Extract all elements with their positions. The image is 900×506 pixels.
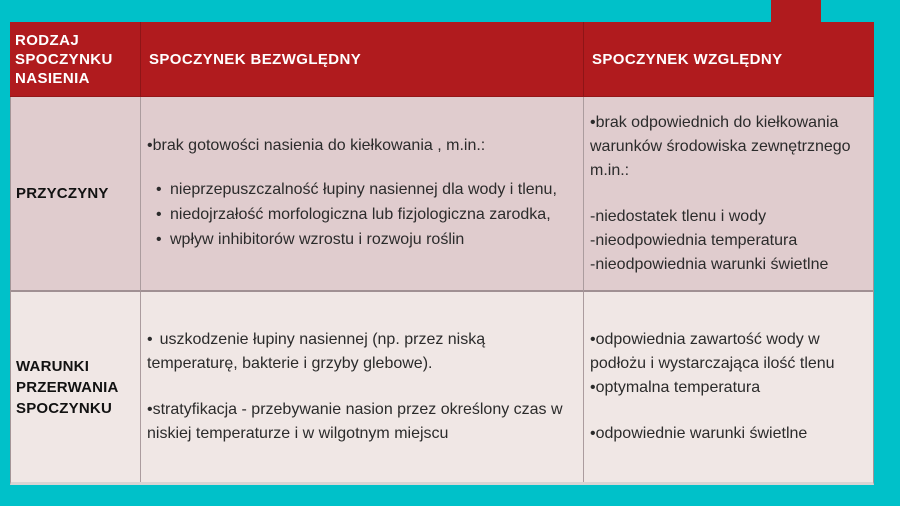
cell-warunki-wzgledny bbox=[583, 292, 873, 482]
dash-line: -niedostatek tlenu i wody bbox=[590, 207, 767, 225]
bullet-icon: • bbox=[147, 331, 153, 348]
intro-line bbox=[590, 111, 868, 183]
bullet-icon: • bbox=[590, 331, 596, 348]
intro-text: brak odpowiednich do kiełkowania warunków środowiska zewnętrznego m.in.: bbox=[590, 113, 851, 179]
bullet-line-text: odpowiednie warunki świetlne bbox=[595, 425, 808, 442]
cell-przyczyny-bezwzgledny bbox=[140, 97, 583, 292]
bullet-icon: • bbox=[156, 181, 162, 198]
bullet-list bbox=[147, 178, 573, 253]
paragraph-text: stratyfikacja - przebywanie nasion przez określony czas w niskiej temperaturze i w wilgotnym miejscu bbox=[147, 401, 563, 442]
header-label: SPOCZYNEK BEZWGLĘDNY bbox=[149, 50, 362, 68]
paragraph-text: uszkodzenie łupiny nasiennej (np. przez niską temperaturę, bakterie i grzyby glebowe). bbox=[147, 331, 486, 372]
list-item-text: niedojrzałość morfologiczna lub fizjologiczna zarodka, bbox=[170, 206, 551, 223]
row-label-warunki-przerwania bbox=[11, 292, 140, 482]
bullet-line-text: odpowiednia zawartość wody w podłożu i wystarczająca ilość tlenu bbox=[590, 331, 835, 372]
header-cell-spoczynek-bezwzgledny bbox=[140, 22, 583, 97]
dash-list bbox=[590, 205, 868, 277]
cell-warunki-bezwzgledny bbox=[140, 292, 583, 482]
row-label-text: WARUNKI PRZERWANIA SPOCZYNKU bbox=[16, 357, 119, 417]
bullet-line bbox=[590, 376, 868, 400]
row-label-przyczyny bbox=[11, 97, 140, 292]
bullet-icon: • bbox=[156, 206, 162, 223]
list-item-text: wpływ inhibitorów wzrostu i rozwoju roślin bbox=[170, 231, 465, 248]
list-item bbox=[155, 203, 573, 227]
header-cell-spoczynek-wzgledny bbox=[583, 22, 874, 97]
paragraph bbox=[147, 398, 573, 446]
intro-text: brak gotowości nasienia do kiełkowania , m.in.: bbox=[152, 137, 486, 154]
table-row-warunki-przerwania bbox=[11, 292, 873, 482]
header-label: SPOCZYNEK WZGLĘDNY bbox=[592, 50, 783, 68]
bullet-icon: • bbox=[147, 401, 153, 418]
bullet-icon: • bbox=[156, 231, 162, 248]
table-row-przyczyny bbox=[11, 97, 873, 292]
accent-block bbox=[771, 0, 821, 22]
bullet-icon: • bbox=[590, 113, 596, 131]
row-label-text: PRZYCZYNY bbox=[16, 185, 109, 202]
cell-przyczyny-wzgledny bbox=[583, 97, 873, 292]
seed-dormancy-table bbox=[10, 22, 874, 485]
header-cell-rodzaj-spoczynku bbox=[10, 22, 140, 97]
bullet-line bbox=[590, 328, 868, 376]
bullet-line bbox=[590, 422, 868, 446]
list-item bbox=[155, 228, 573, 252]
bullet-icon: • bbox=[590, 425, 596, 442]
intro-line bbox=[147, 134, 573, 158]
dash-line: -nieodpowiednia warunki świetlne bbox=[590, 255, 829, 273]
list-item bbox=[155, 178, 573, 202]
table-header-row bbox=[10, 22, 874, 97]
paragraph bbox=[147, 328, 573, 376]
table-body bbox=[10, 97, 874, 485]
dash-line: -nieodpowiednia temperatura bbox=[590, 231, 798, 249]
header-label: RODZAJ SPOCZYNKU NASIENIA bbox=[15, 31, 113, 87]
list-item-text: nieprzepuszczalność łupiny nasiennej dla wody i tlenu, bbox=[170, 181, 557, 198]
bullet-icon: • bbox=[147, 137, 153, 154]
bullet-line-text: optymalna temperatura bbox=[595, 379, 761, 396]
bullet-icon: • bbox=[590, 379, 596, 396]
